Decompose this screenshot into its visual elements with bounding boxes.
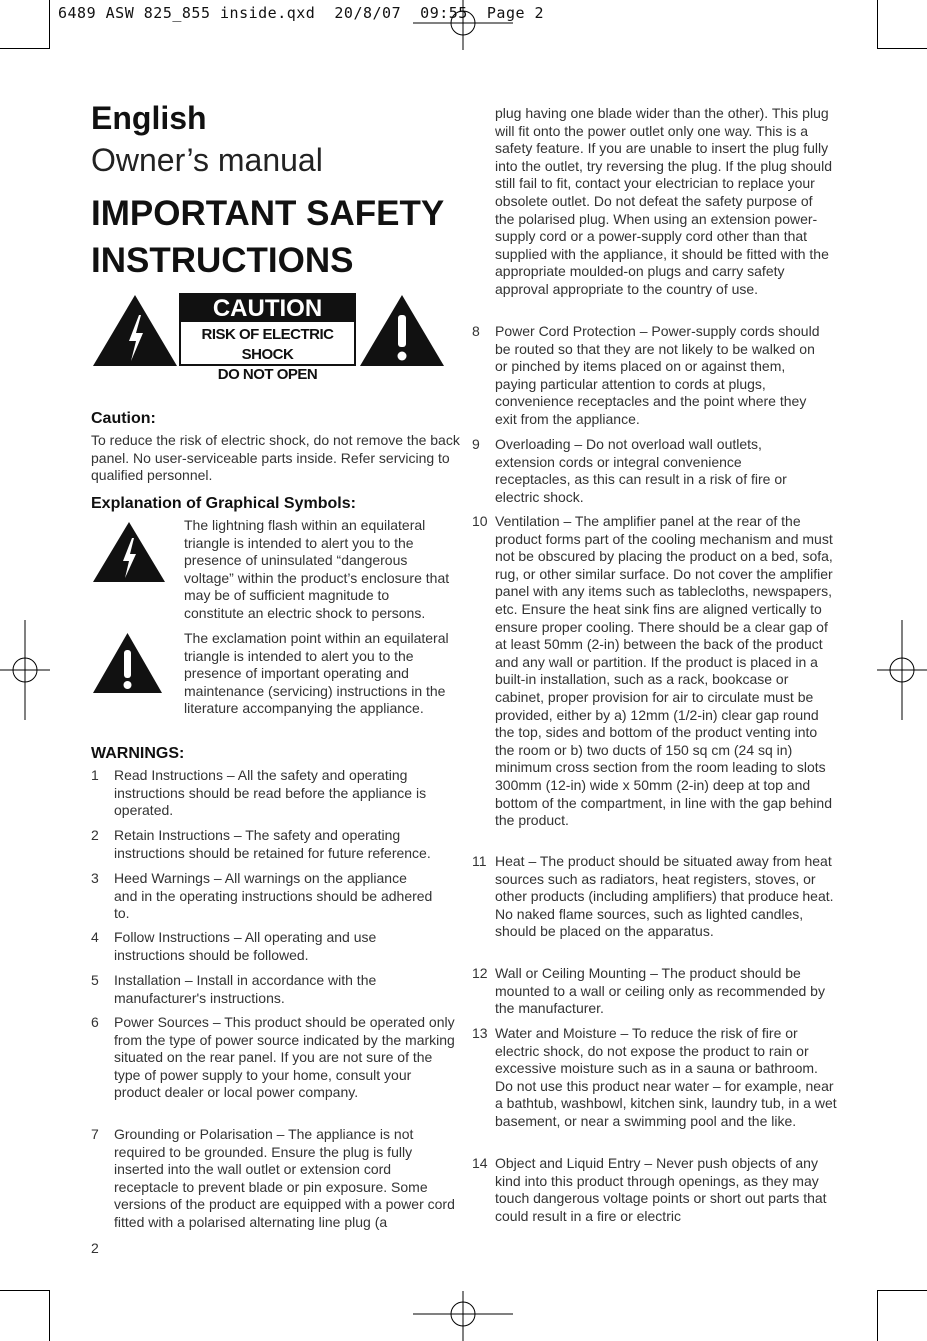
crop-mark <box>0 1290 50 1291</box>
warning-number: 14 <box>472 1155 488 1171</box>
warning-number: 13 <box>472 1025 488 1041</box>
crop-mark <box>877 1290 878 1341</box>
warning-text: Power Cord Protection – Power-supply cords should be routed so that they are not likely to be walked on or pinched by items placed on or against them, paying particular attention to cords at plugs, convenience receptacles and the point where they exit from the appliance. <box>495 323 820 427</box>
lightning-explanation: The lightning flash within an equilateral triangle is intended to alert you to the presence of uninsulated “dangerous voltage” within the product’s enclosure that may be of sufficient magnitude to constitute an electric shock to persons. <box>184 517 450 621</box>
lightning-symbol-icon <box>91 520 167 584</box>
caution-warning-panel <box>91 293 446 383</box>
warning-number: 2 <box>91 827 99 843</box>
warning-text: Follow Instructions – All operating and use instructions should be followed. <box>114 929 377 963</box>
warning-text: Read Instructions – All the safety and operating instructions should be read before the appliance is operated. <box>114 767 427 819</box>
warning-text: Grounding or Polarisation – The appliance is not required to be grounded. Ensure the plug is fully inserted into the wall outlet or extension cord receptacle to prevent blade or pin exposure. Some versions of the product are equipped with a power cord fitted with a polarised alternating line plug (a <box>114 1126 455 1230</box>
caution-text: To reduce the risk of electric shock, do not remove the back panel. No user-serviceable parts inside. Refer servicing to qualified personnel. <box>91 432 460 484</box>
warning-number: 12 <box>472 965 488 981</box>
warning-text: Wall or Ceiling Mounting – The product should be mounted to a wall or ceiling only as recommended by the manufacturer. <box>495 965 825 1017</box>
caution-label-line2: DO NOT OPEN <box>217 366 318 383</box>
warning-text: Object and Liquid Entry – Never push objects of any kind into this product through openings, as they may touch dangerous voltage points or short out parts that could result in a fire or electric <box>495 1155 827 1224</box>
crop-mark <box>877 1290 927 1291</box>
warning-number: 4 <box>91 929 99 945</box>
warning-text: Water and Moisture – To reduce the risk of fire or electric shock, do not expose the product to rain or excessive moisture such as in a sauna or bathroom. Do not use this product near water – for example, near a bathtub, washbowl, kitchen sink, laundry tub, in a wet basement, or near a swimming pool and the like. <box>495 1025 837 1129</box>
exclamation-warning-icon <box>358 293 446 368</box>
registration-mark-left <box>0 620 50 720</box>
crop-mark <box>877 48 927 49</box>
warning-text: Ventilation – The amplifier panel at the rear of the product forms part of the cooling mechanism and must not be obscured by placing the product on a bed, sofa, rug, or other similar surface. Do not cover the amplifier panel with any items such as tablecloths, newspapers, etc. Ensure the heat sink fins are aligned vertically to ensure proper cooling. There should be a clear gap of at least 50mm (2-in) between the back of the product and any wall or partition. If the product is placed in a built-in installation, such as a rack, bookcase or cabinet, proper provision for air to circulate must be provided, either by a) 12mm (1/2-in) clear gap round the top, sides and bottom of the product venting into the room or b) two ducts of 150 sq cm (24 sq in) minimum cross section from the room leading to slots 300mm (12-in) wide x 50mm (2-in) deep at top and bottom of the compartment, in line with the gap behind the product. <box>495 513 833 829</box>
warning-number: 9 <box>472 436 480 452</box>
language-heading: English <box>91 100 207 136</box>
warning-text: Heat – The product should be situated away from heat sources such as radiators, heat registers, stoves, or other products (including amplifiers) that produce heat. No naked flame sources, such as lighted candles, should be placed on the apparatus. <box>495 853 834 940</box>
exclamation-explanation: The exclamation point within an equilateral triangle is intended to alert you to the presence of important operating and maintenance (servicing) instructions in the literature accompanying the appliance. <box>184 630 449 717</box>
crop-mark <box>0 48 50 49</box>
registration-mark-right <box>877 620 927 720</box>
print-slug-line: 6489 ASW 825_855 inside.qxd 20/8/07 09:55 Page 2 <box>58 4 545 22</box>
crop-mark <box>49 1290 50 1341</box>
crop-mark <box>877 0 878 48</box>
caution-label-line1: RISK OF ELECTRIC SHOCK <box>201 326 334 363</box>
registration-mark-top <box>413 0 513 50</box>
warning-text: Retain Instructions – The safety and operating instructions should be retained for future reference. <box>114 827 431 861</box>
warning-number: 3 <box>91 870 99 886</box>
caution-label-title: CAUTION <box>181 295 354 322</box>
warning-text: Installation – Install in accordance with the manufacturer's instructions. <box>114 972 377 1006</box>
warning-number: 10 <box>472 513 488 529</box>
caution-label <box>179 293 356 383</box>
caution-heading: Caution: <box>91 410 156 427</box>
exclamation-symbol-icon <box>91 631 164 695</box>
warning-text: Power Sources – This product should be operated only from the type of power source indicated by the marking situated on the rear panel. If you are not sure of the type of power supply to your home, consult your product dealer or local power company. <box>114 1014 455 1101</box>
warning-number: 8 <box>472 323 480 339</box>
warning-text: Overloading – Do not overload wall outlets, extension cords or integral convenience receptacles, as this can result in a risk of fire or electric shock. <box>495 436 787 505</box>
warning-number: 6 <box>91 1014 99 1030</box>
page-title: IMPORTANT SAFETY INSTRUCTIONS <box>91 194 444 280</box>
warnings-heading: WARNINGS: <box>91 745 185 762</box>
symbols-heading: Explanation of Graphical Symbols: <box>91 495 356 512</box>
page-number: 2 <box>91 1240 99 1256</box>
crop-mark <box>49 0 50 48</box>
warning-number: 1 <box>91 767 99 783</box>
warning-text: plug having one blade wider than the other). This plug will fit onto the power outlet only one way. This is a safety feature. If you are unable to insert the plug fully into the outlet, try reversing the plug. If the plug should still fail to fit, contact your electrician to replace your obsolete outlet. Do not defeat the safety purpose of the polarised plug. When using an extension power-supply cord or a power-supply cord other than that supplied with the appliance, it should be fitted with the appropriate moulded-on plugs and carry safety approval appropriate to the country of use. <box>495 105 832 297</box>
warning-number: 7 <box>91 1126 99 1142</box>
warning-number: 5 <box>91 972 99 988</box>
registration-mark-bottom <box>413 1291 513 1341</box>
manual-subtitle: Owner’s manual <box>91 142 323 178</box>
lightning-warning-icon <box>91 293 179 368</box>
warning-number: 11 <box>472 853 487 869</box>
warning-text: Heed Warnings – All warnings on the appliance and in the operating instructions should be adhered to. <box>114 870 433 922</box>
